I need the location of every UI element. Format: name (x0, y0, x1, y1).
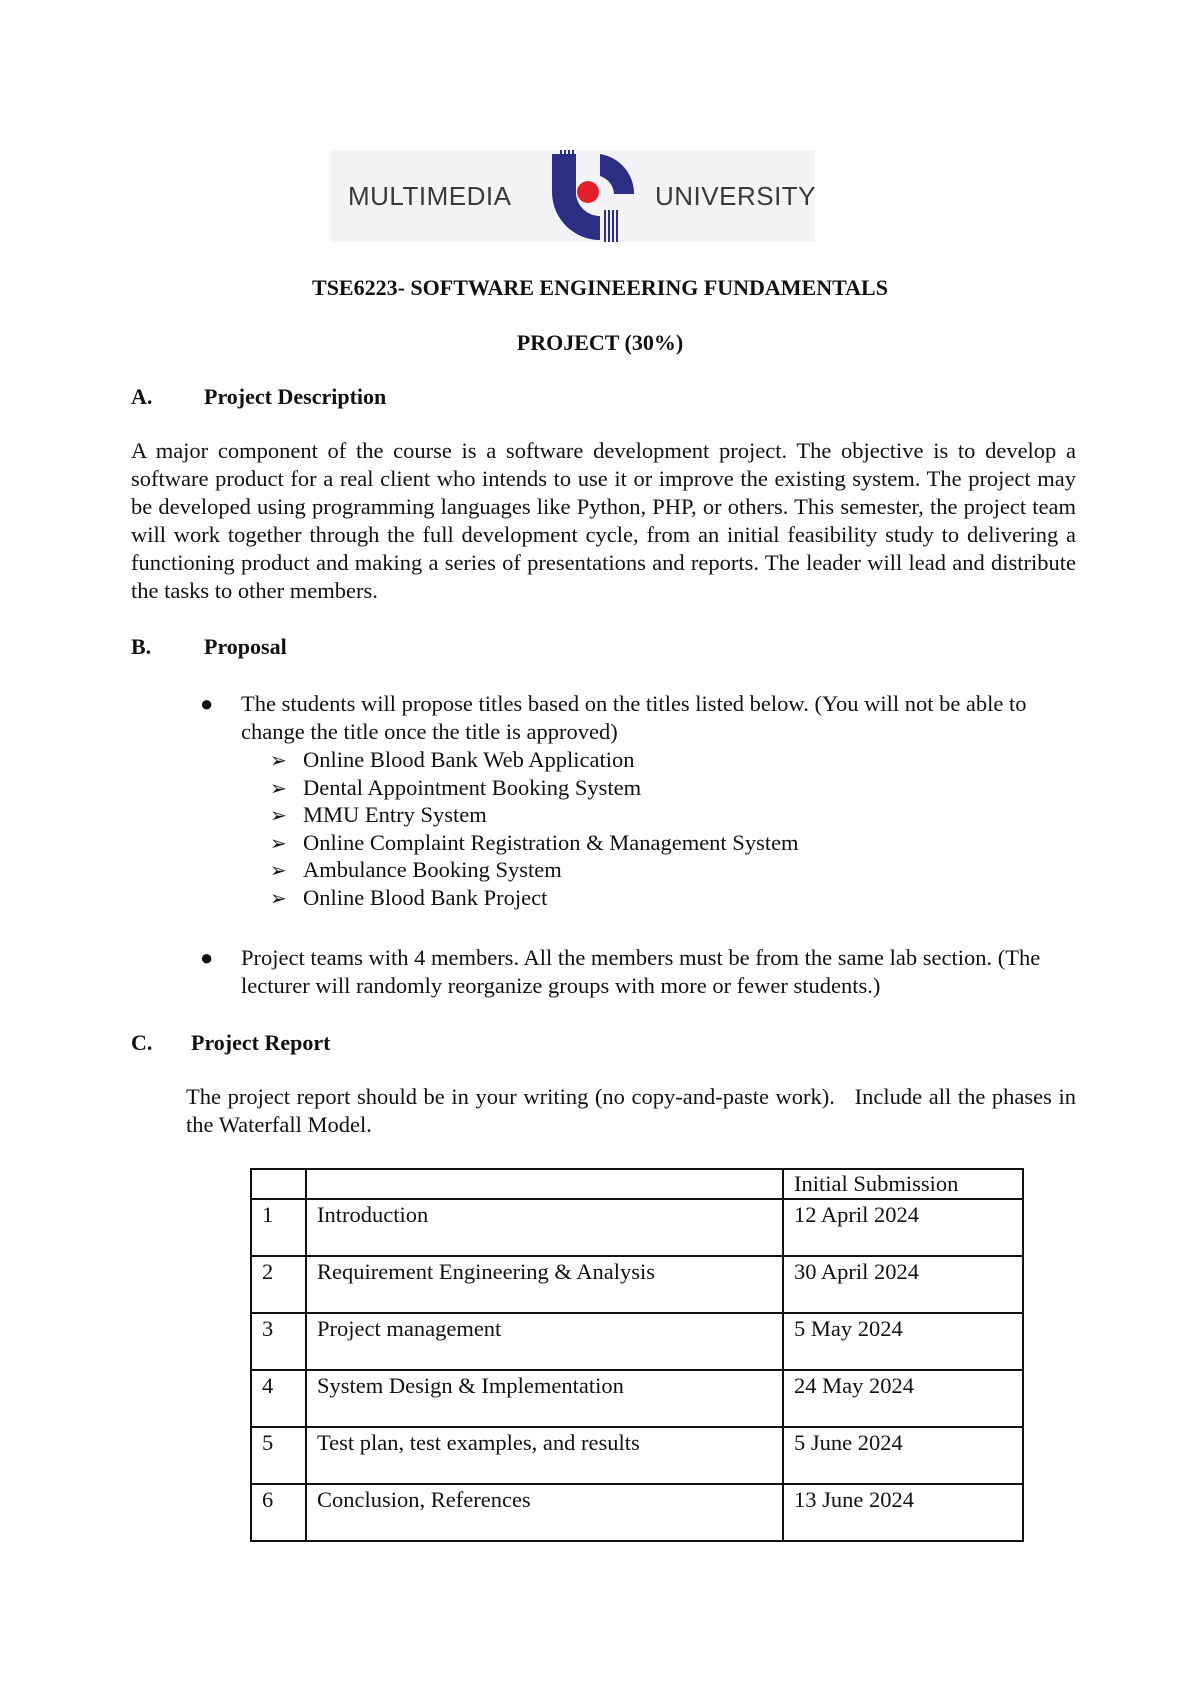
arrow-bullet-icon: ➢ (270, 750, 287, 772)
table-row (251, 1313, 1023, 1370)
section-c-letter: C. (131, 1030, 153, 1055)
arrow-bullet-icon: ➢ (270, 805, 287, 828)
row-phase: System Design & Implementation (306, 1370, 783, 1427)
proposal-bullet-2-text: Project teams with 4 members. All the members must be from the same lab section. (The lecturer will randomly reorganize groups with more or fewer students.) (241, 945, 1041, 998)
table-header-cell (306, 1169, 783, 1199)
arrow-bullet-icon: ➢ (270, 887, 287, 910)
project-title: PROJECT (30%) (516, 330, 684, 355)
row-date: 12 April 2024 (783, 1199, 1023, 1256)
project-titles-list (270, 746, 970, 912)
logo-left-text: MULTIMEDIA (348, 181, 512, 211)
table-header-cell (251, 1169, 306, 1199)
row-date: 5 May 2024 (783, 1313, 1023, 1370)
row-number: 2 (251, 1256, 306, 1313)
section-b-letter: B. (131, 634, 152, 659)
row-date: 30 April 2024 (783, 1256, 1023, 1313)
row-phase: Introduction (306, 1199, 783, 1256)
report-schedule-table (250, 1168, 1024, 1542)
row-date: 24 May 2024 (783, 1370, 1023, 1427)
section-a-label: Project Description (204, 384, 387, 409)
bullet-dot-icon: ● (200, 691, 214, 716)
project-report-paragraph: The project report should be in your writing (no copy-and-paste work). Include all the phases in the Waterfall Model. (186, 1084, 1082, 1137)
list-item: ➢ Online Blood Bank Project (270, 884, 970, 912)
row-number: 6 (251, 1484, 306, 1541)
university-emblem-icon (538, 150, 638, 242)
list-item: ➢ Dental Appointment Booking System (270, 774, 970, 802)
arrow-bullet-icon: ➢ (270, 777, 287, 800)
list-item: ➢ Online Complaint Registration & Management System (270, 829, 970, 857)
row-date: 13 June 2024 (783, 1484, 1023, 1541)
university-logo (330, 150, 815, 242)
row-phase: Project management (306, 1313, 783, 1370)
table-row (251, 1256, 1023, 1313)
section-c-label: Project Report (191, 1030, 331, 1055)
row-number: 1 (251, 1199, 306, 1256)
bullet-dot-icon: ● (200, 945, 214, 970)
row-phase: Test plan, test examples, and results (306, 1427, 783, 1484)
table-header-cell-submission: Initial Submission (783, 1169, 1023, 1199)
proposal-bullet-1-text: The students will propose titles based on the titles listed below. (You will not be able to change the title once the title is approved) (241, 691, 1027, 744)
table-header-row (251, 1169, 1023, 1199)
row-number: 3 (251, 1313, 306, 1370)
logo-right-text: UNIVERSITY (655, 181, 817, 211)
list-item: ➢ Ambulance Booking System (270, 856, 970, 884)
section-a-letter: A. (131, 384, 153, 409)
section-b-label: Proposal (204, 634, 287, 659)
row-date: 5 June 2024 (783, 1427, 1023, 1484)
arrow-bullet-icon: ➢ (270, 860, 287, 883)
table-row (251, 1427, 1023, 1484)
table-row (251, 1199, 1023, 1256)
table-row (251, 1370, 1023, 1427)
row-number: 5 (251, 1427, 306, 1484)
project-description-paragraph: A major component of the course is a software development project. The objective is to develop a software product for a real client who intends to use it or improve the existing system. The project may be developed using programming languages like Python, PHP, or others. This semester, the project team will work together through the full development cycle, from an initial feasibility study to delivering a functioning product and making a series of presentations and reports. The leader will lead and distribute the tasks to other members. (131, 438, 1076, 603)
row-phase: Conclusion, References (306, 1484, 783, 1541)
list-item: ➢ MMU Entry System (270, 801, 970, 829)
course-title: TSE6223- SOFTWARE ENGINEERING FUNDAMENTALS (312, 275, 888, 300)
list-item: ➢ Online Blood Bank Web Application (270, 746, 970, 774)
row-phase: Requirement Engineering & Analysis (306, 1256, 783, 1313)
table-row (251, 1484, 1023, 1541)
arrow-bullet-icon: ➢ (270, 832, 287, 855)
row-number: 4 (251, 1370, 306, 1427)
